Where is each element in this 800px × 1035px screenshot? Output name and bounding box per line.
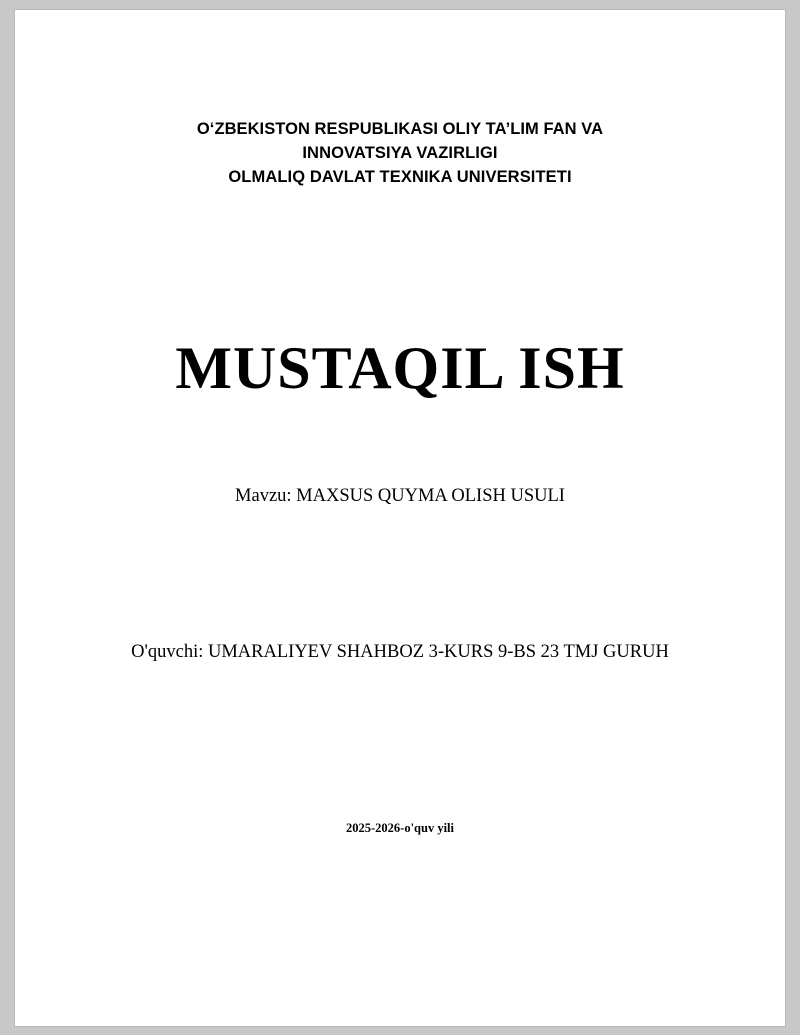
subject-line (95, 486, 705, 507)
subject-value: MAXSUS QUYMA OLISH USULI (296, 485, 565, 506)
academic-year: 2025-2026-o'quv yili (346, 820, 454, 835)
subject-label: Mavzu: (235, 485, 297, 506)
organization-line-1: O‘ZBEKISTON RESPUBLIKASI OLIY TA’LIM FAN VA (196, 120, 604, 138)
student-label: O'quvchi: (131, 641, 208, 662)
page-title: MUSTAQIL ISH (175, 334, 625, 401)
page-content (15, 10, 785, 1026)
organization-line-3: OLMALIQ DAVLAT TEXNIKA UNIVERSITETI (228, 167, 572, 186)
organization-line-2: INNOVATSIYA VAZIRLIGI (302, 143, 498, 162)
organization-heading (95, 118, 705, 190)
student-line (95, 642, 705, 663)
student-value: UMARALIYEV SHAHBOZ 3-KURS 9-BS 23 TMJ GURUH (207, 641, 669, 662)
document-page (15, 10, 785, 1026)
